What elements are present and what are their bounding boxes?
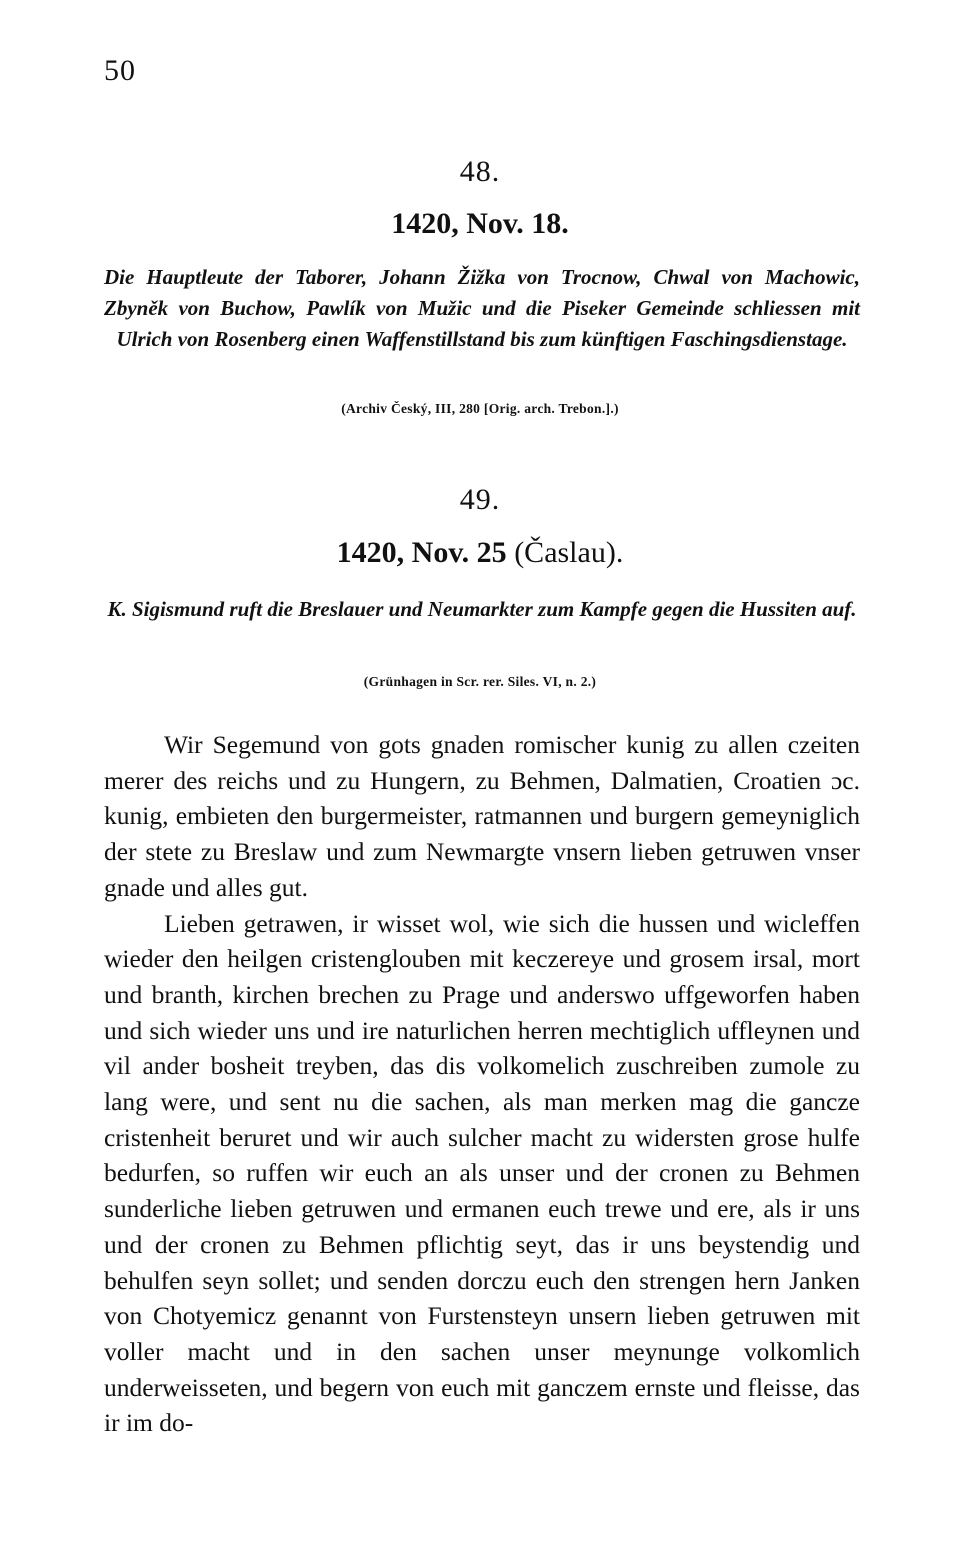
entry-number: 48. <box>459 155 501 188</box>
entry-number: 49. <box>459 483 501 516</box>
entry-source: (Grünhagen in Scr. rer. Siles. VI, n. 2.) <box>363 674 597 689</box>
body-paragraph: Lieben getrawen, ir wisset wol, wie sich die hussen und wicleffen wieder den heilgen cristenglouben mit keczereye und grosem irsal, mort und branth, kirchen brechen zu Prage und anderswo uffgeworfen haben und sich wieder uns und ire naturlichen herren mechtiglich uffleynen und vil ander bosheit treyben, das dis volkomelich zuschreiben zumole zu lang were, und sent nu die sachen, als man merken mag die gancze cristenheit beruret und wir auch sulcher macht zu widersten grose hulfe bedurfen, so ruffen wir euch an als unser und der cronen zu Behmen sunderliche lieben getruwen und ermanen euch trewe und ere, als ir uns und der cronen zu Behmen pflichtig seyt, das ir uns beystendig und behulfen seyn sollet; und senden dorczu euch den strengen hern Janken von Chotyemicz genannt von Furstensteyn unsern lieben getruwen mit voller macht und in den sachen unser meynunge volkomlich underweisseten, und begern von euch mit ganczem ernste und fleisse, das ir im do- <box>104 908 860 1438</box>
entry-date <box>0 536 960 570</box>
entry-date-text: 1420, Nov. 18. <box>391 207 569 240</box>
page-number: 50 <box>104 54 136 87</box>
entry-place: (Časlau). <box>514 536 624 569</box>
entry-date <box>0 207 960 241</box>
document-body <box>104 727 860 1441</box>
entry-summary: Die Hauptleute der Taborer, Johann Žižka von Trocnow, Chwal von Machowic, Zbyněk von Buchow, Pawlík von Mužic und die Piseker Gemeinde schliessen mit Ulrich von Rosenberg einen Waffenstillstand bis zum künftigen Faschingsdienstage. <box>104 265 860 351</box>
entry-summary: K. Sigismund ruft die Breslauer und Neumarkter zum Kampfe gegen die Hussiten auf. <box>107 597 857 621</box>
entry-source: (Archiv Český, III, 280 [Orig. arch. Trebon.].) <box>341 401 619 416</box>
entry-date-text: 1420, Nov. 25 <box>336 536 507 569</box>
body-paragraph: Wir Segemund von gots gnaden romischer kunig zu allen czeiten merer des reichs und zu Hungern, zu Behmen, Dalmatien, Croatien ɔc. kunig, embieten den burgermeister, ratmannen und burgern gemeyniglich der stete zu Breslaw und zum Newmargte vnsern lieben getruwen vnser gnade und alles gut. <box>104 730 860 902</box>
